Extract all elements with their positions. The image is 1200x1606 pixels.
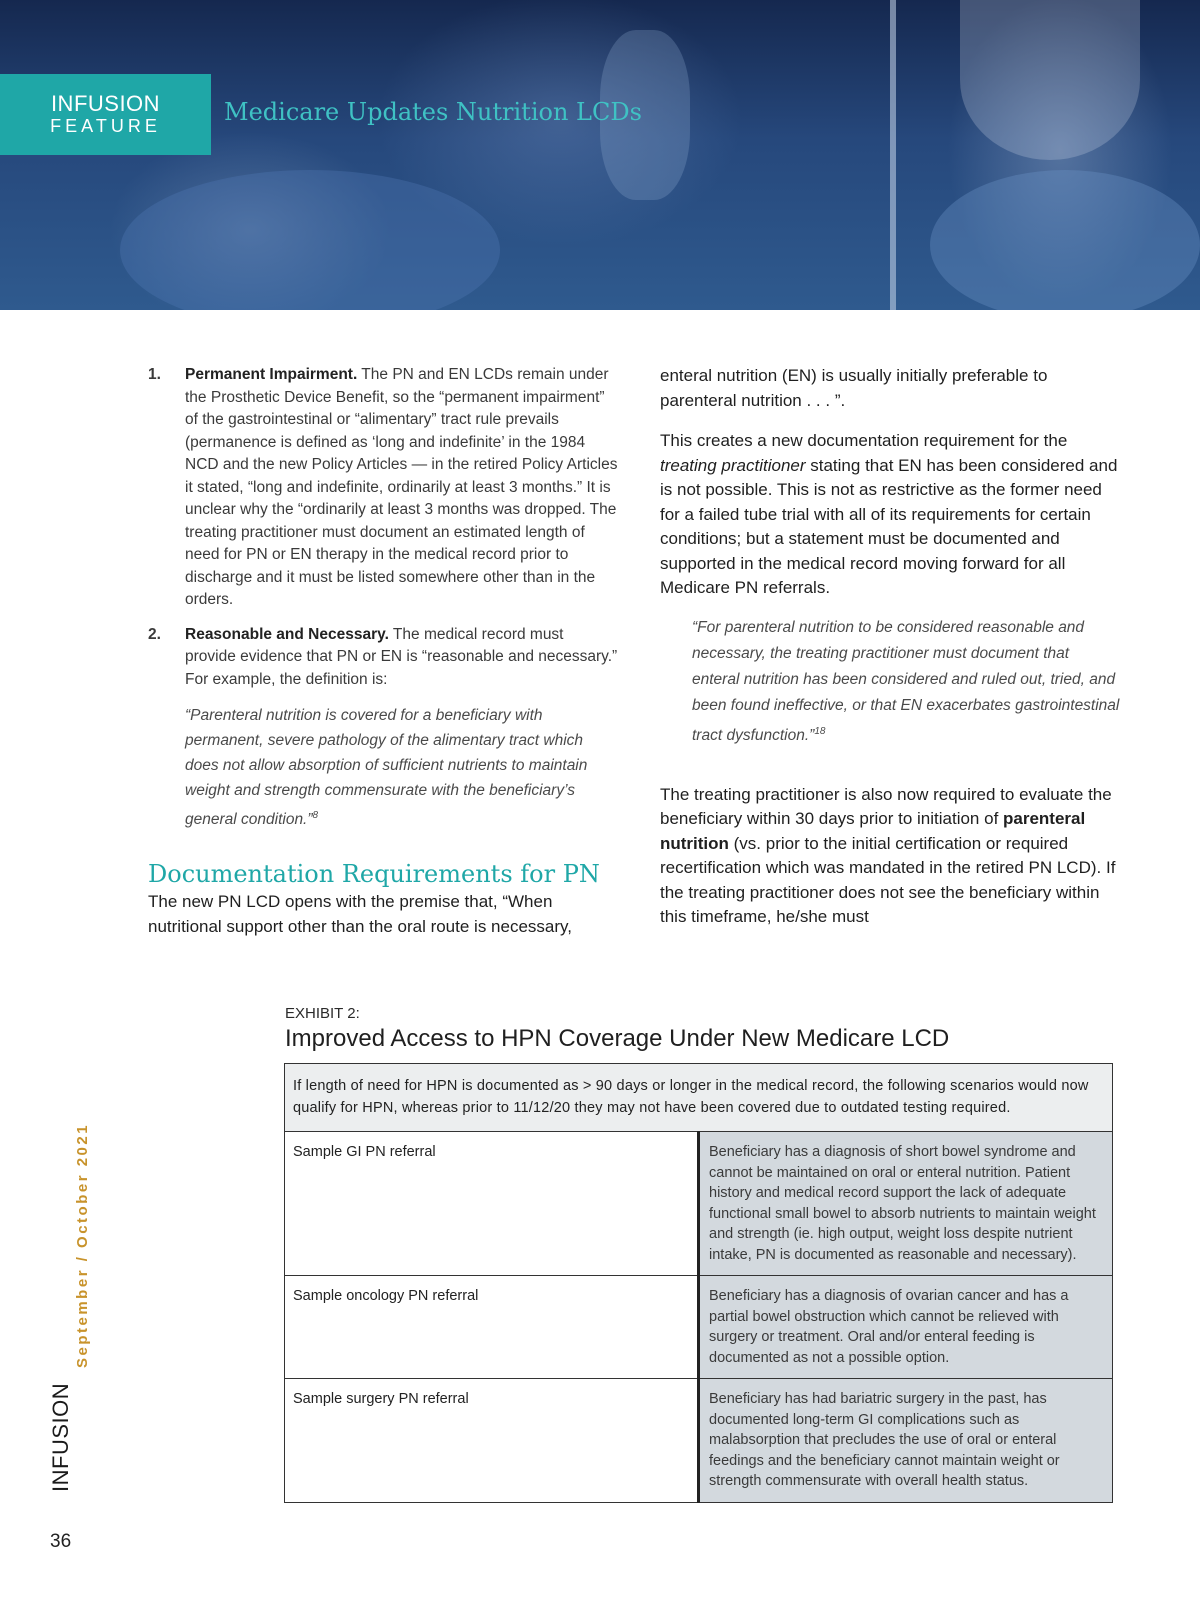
text-run: This creates a new documentation requirement for the (660, 431, 1068, 450)
pn-definition-quote (148, 703, 618, 832)
emphasis-text: treating practitioner (660, 455, 806, 475)
banner-photo-shape (960, 0, 1140, 160)
list-number: 2. (148, 625, 161, 643)
table-row-description: Beneficiary has had bariatric surgery in the past, has documented long-term GI complications such as malabsorption that precludes the use of oral or enteral feedings and the beneficiary cannot maintain weight or strength commensurate with overall health status. (699, 1379, 1113, 1503)
table-row (285, 1276, 1113, 1379)
page-number: 36 (50, 1531, 72, 1552)
exhibit-label: EXHIBIT 2: (285, 1005, 360, 1022)
table-intro: If length of need for HPN is documented as > 90 days or longer in the medical record, the following scenarios would now qualify for HPN, whereas prior to 11/12/20 they may not have been covered due to outdated testing required. (285, 1064, 1113, 1132)
text-run: stating that EN has been considered and is not possible. This is not as restrictive as the former need for a failed tube trial with all of its requirements for certain conditions; but a statement must be documented and supported in the medical record moving forward for all Medicare PN referrals. (660, 455, 1118, 597)
infusion-logo: INFUSION (48, 1382, 73, 1492)
body-paragraph: enteral nutrition (EN) is usually initially preferable to parenteral nutrition . . . ”. (660, 366, 1048, 410)
banner-photo-shape (120, 170, 500, 310)
section-heading: Documentation Requirements for PN (148, 860, 600, 889)
footnote-ref: 18 (814, 725, 826, 737)
en-requirement-quote (660, 615, 1120, 749)
quote-text: “For parenteral nutrition to be considered reasonable and necessary, the treating practitioner must document that enteral nutrition has been considered and ruled out, tried, and been found ineffective, or that EN exacerbates gastrointestinal tract dysfunction.” (692, 618, 1120, 744)
list-item-text: The medical record must provide evidence that PN or EN is “reasonable and necessary.” For example, the definition is: (185, 625, 618, 688)
list-number: 1. (148, 366, 161, 383)
footnote-ref: 8 (312, 810, 319, 821)
table-row-label: Sample oncology PN referral (285, 1276, 699, 1379)
list-item-title: Permanent Impairment. (185, 366, 358, 383)
body-paragraph: The new PN LCD opens with the premise that, “When nutritional support other than the oral route is necessary, (148, 892, 572, 936)
bold-text: parenteral nutrition (660, 809, 1086, 853)
infusion-feature-badge (0, 74, 211, 155)
table-row (285, 1132, 1113, 1276)
issue-date: September / October 2021 (74, 1122, 91, 1368)
list-item (148, 624, 618, 692)
list-item-title: Reasonable and Necessary. (185, 625, 389, 643)
left-column (148, 364, 618, 939)
text-run: The treating practitioner is also now required to evaluate the beneficiary within 30 days prior to initiation of (660, 784, 1112, 829)
table-row (285, 1379, 1113, 1503)
text-run: (vs. prior to the initial certification or required recertification which was mandated in the retired PN LCD). If the treating practitioner does not see the beneficiary within this timeframe, he/she must (660, 833, 1116, 927)
exhibit-table (284, 1063, 1113, 1503)
list-item (148, 364, 618, 612)
body-paragraph (660, 783, 1120, 930)
table-row-description: Beneficiary has a diagnosis of ovarian cancer and has a partial bowel obstruction which cannot be relieved with surgery or treatment. Oral and/or enteral feeding is documented as not a possible option. (699, 1276, 1113, 1379)
header-banner (0, 0, 1200, 310)
badge-feature-text: FEATURE (50, 116, 161, 136)
list-item-text: The PN and EN LCDs remain under the Prosthetic Device Benefit, so the “permanent impairment” of the gastrointestinal or “alimentary” tract rule prevails (permanence is defined as ‘long and indefinite’ in the 1984 NCD and the new Policy Articles — in the retired Policy Articles it stated, “long and indefinite, ordinarily at least 3 months.” It is unclear why the “ordinarily at least 3 months was dropped. The treating practitioner must document an estimated length of need for PN or EN therapy in the medical record prior to discharge and it must be listed somewhere other than in the orders. (185, 366, 618, 608)
exhibit-title: Improved Access to HPN Coverage Under New Medicare LCD (285, 1025, 950, 1052)
table-row-description: Beneficiary has a diagnosis of short bowel syndrome and cannot be maintained on oral or enteral nutrition. Patient history and medical record support the lack of adequate functional small bowel to absorb nutrients to maintain weight and strength (ie. high output, weight loss despite nutrient intake, PN is documented as reasonable and necessary). (699, 1132, 1113, 1276)
article-title: Medicare Updates Nutrition LCDs (224, 98, 642, 126)
quote-text: “Parenteral nutrition is covered for a beneficiary with permanent, severe pathology of the alimentary tract which does not allow absorption of sufficient nutrients to maintain weight and strength commensurate with the beneficiary’s general condition.” (185, 707, 588, 829)
table-row (285, 1064, 1113, 1132)
body-paragraph (660, 429, 1120, 601)
table-row-label: Sample surgery PN referral (285, 1379, 699, 1503)
banner-photo-shape (930, 170, 1200, 310)
table-row-label: Sample GI PN referral (285, 1132, 699, 1276)
right-column (660, 364, 1120, 946)
banner-divider (890, 0, 896, 310)
badge-logo-text: INFUSION (50, 91, 161, 116)
